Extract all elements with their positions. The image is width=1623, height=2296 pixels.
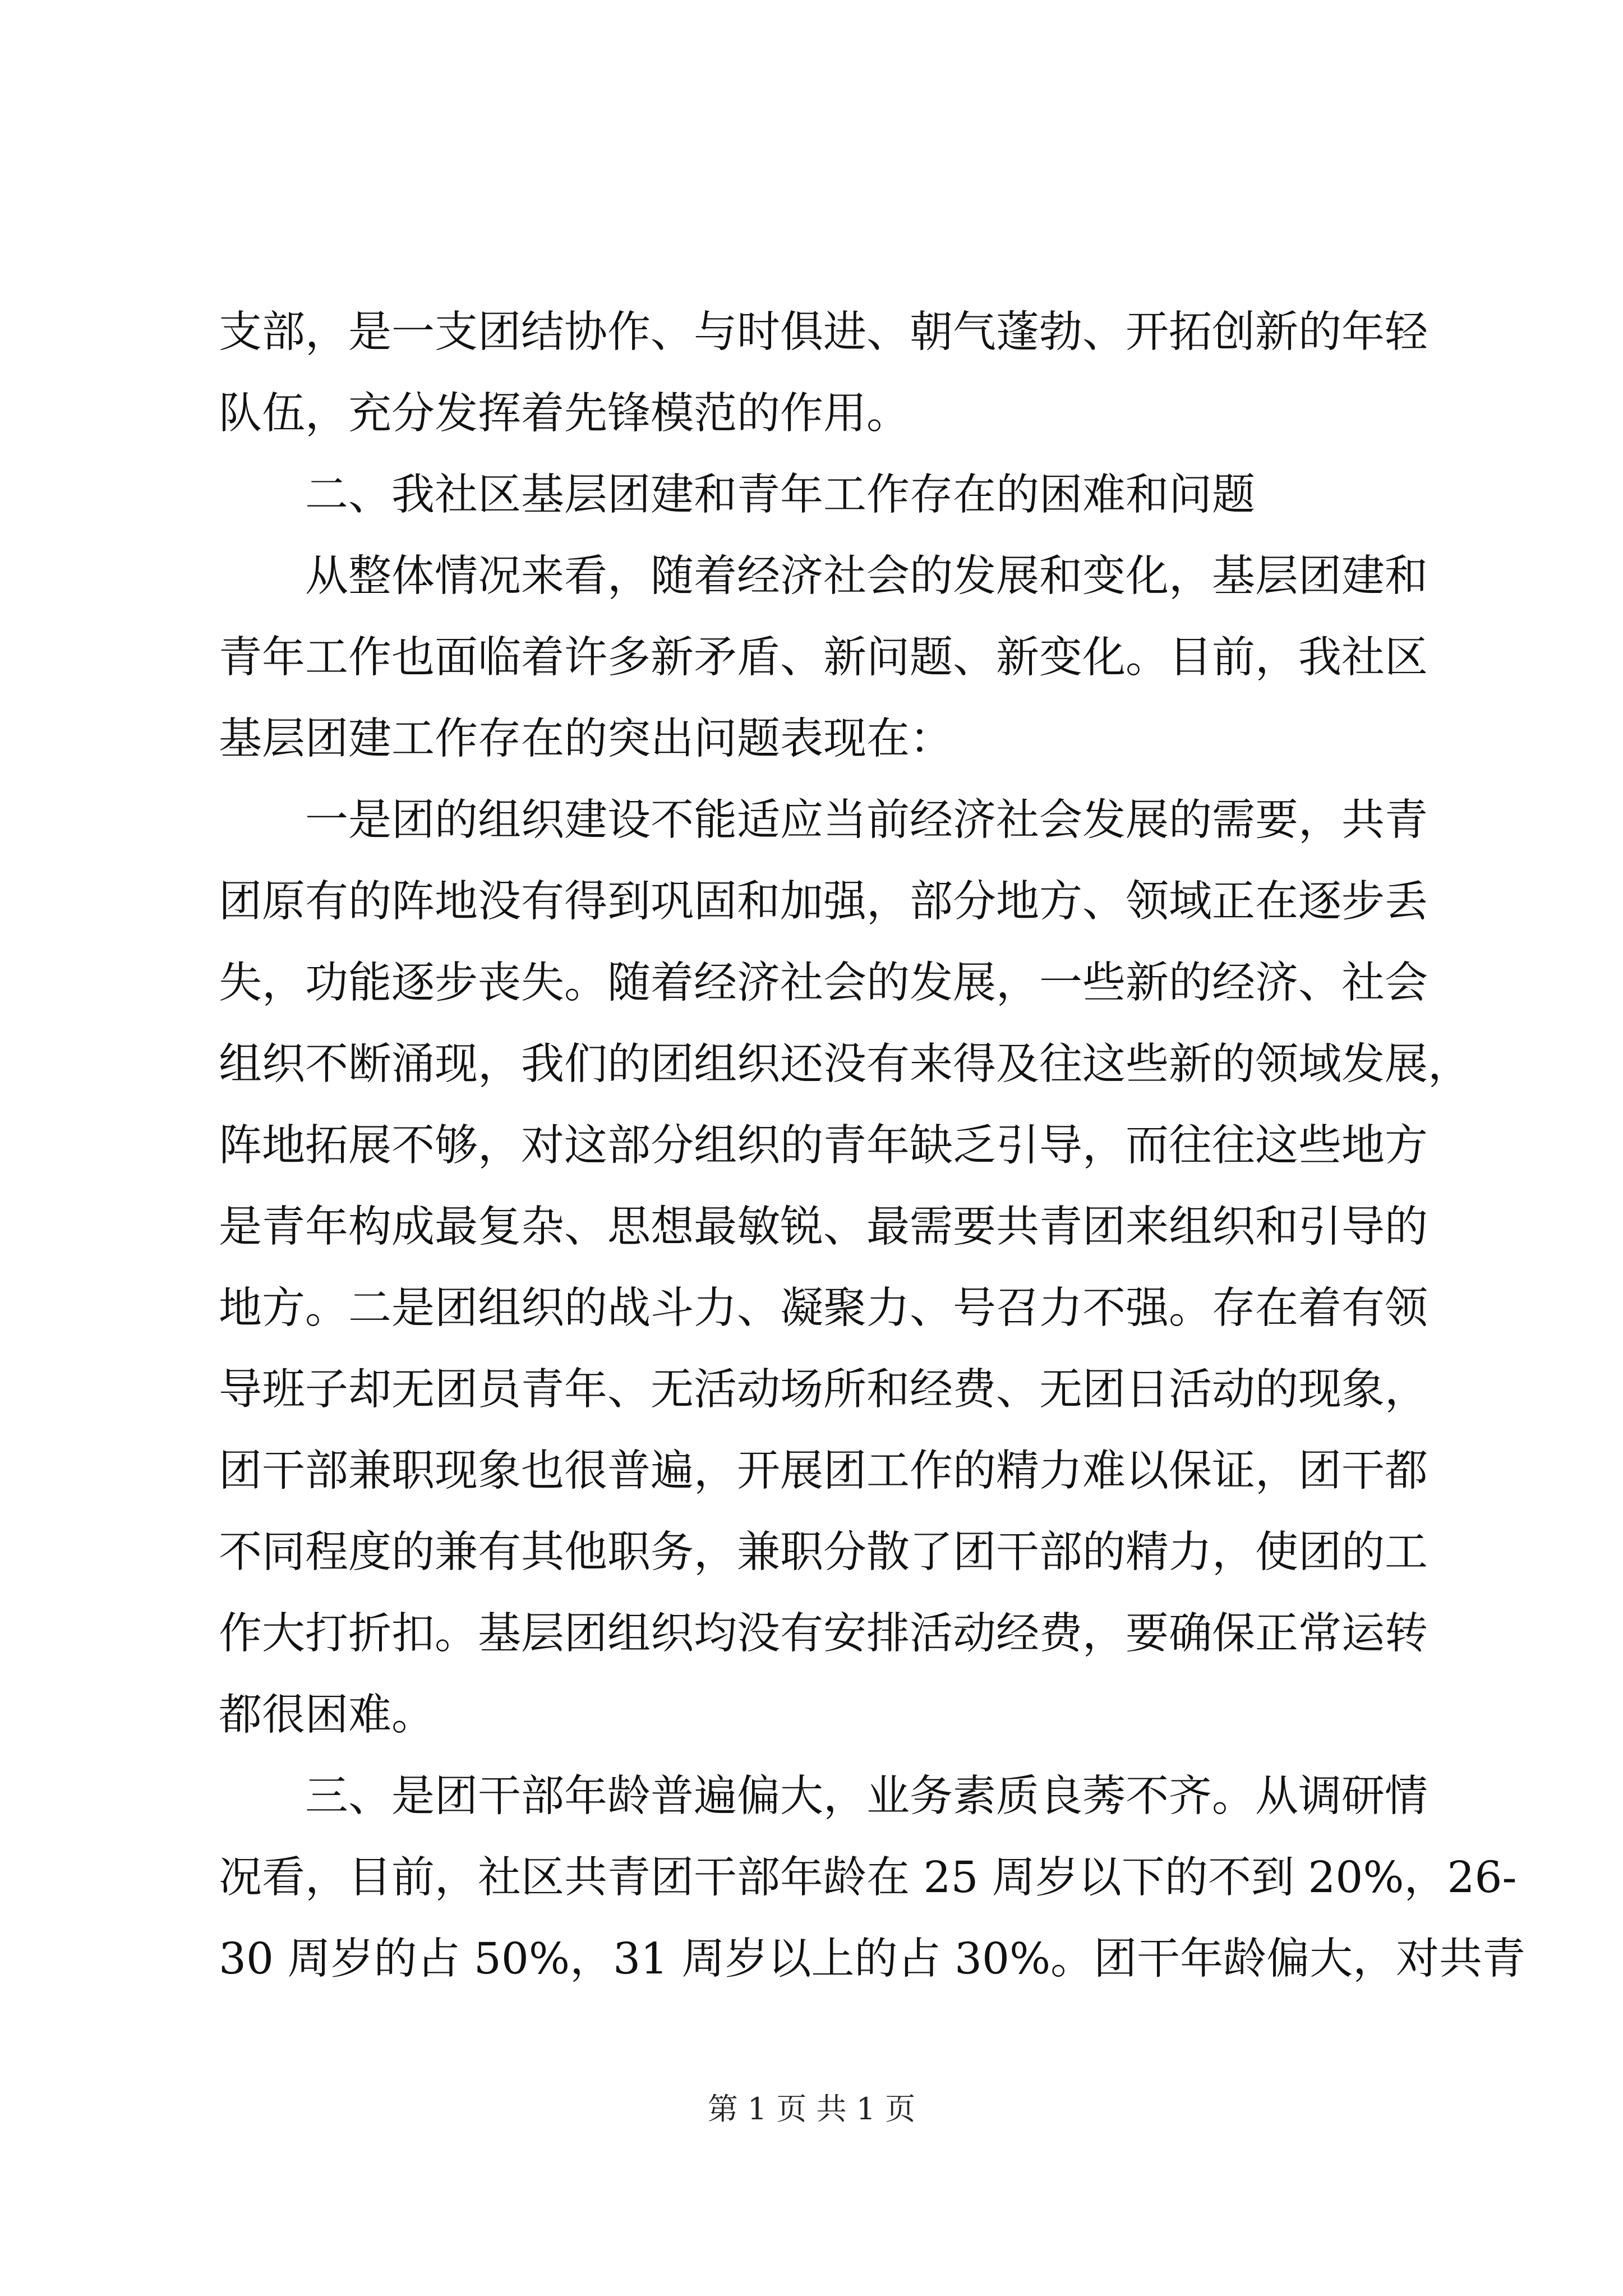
text-line: 是青年构成最复杂、思想最敏锐、最需要共青团来组织和引导的 <box>219 1202 1428 1252</box>
text-line: 队伍，充分发挥着先锋模范的作用。 <box>219 389 910 439</box>
text-line: 支部，是一支团结协作、与时俱进、朝气蓬勃、开拓创新的年轻 <box>219 307 1428 357</box>
text-line: 基层团建工作存在的突出问题表现在： <box>219 714 953 764</box>
text-line: 组织不断涌现，我们的团组织还没有来得及往这些新的领域发展， <box>219 1039 1471 1089</box>
text-line: 况看，目前，社区共青团干部年龄在 25 周岁以下的不到 20%，26- <box>219 1853 1517 1903</box>
text-line: 作大打折扣。基层团组织均没有安排活动经费，要确保正常运转 <box>219 1609 1428 1659</box>
text-line: 从整体情况来看，随着经济社会的发展和变化，基层团建和 <box>219 551 1428 601</box>
text-line: 阵地拓展不够，对这部分组织的青年缺乏引导，而往往这些地方 <box>219 1121 1428 1171</box>
text-line: 团干部兼职现象也很普遍，开展团工作的精力难以保证，团干都 <box>219 1446 1428 1496</box>
section-heading: 二、我社区基层团建和青年工作存在的困难和问题 <box>219 470 1255 520</box>
text-line: 青年工作也面临着许多新矛盾、新问题、新变化。目前，我社区 <box>219 633 1428 683</box>
document-body <box>219 292 1526 2000</box>
text-line: 地方。二是团组织的战斗力、凝聚力、号召力不强。存在着有领 <box>219 1283 1428 1333</box>
text-line: 一是团的组织建设不能适应当前经济社会发展的需要，共青 <box>219 795 1428 845</box>
text-line: 30 周岁的占 50%，31 周岁以上的占 30%。团干年龄偏大，对共青 <box>219 1934 1526 1984</box>
text-line: 失，功能逐步丧失。随着经济社会的发展，一些新的经济、社会 <box>219 958 1428 1008</box>
text-line: 三、是团干部年龄普遍偏大，业务素质良莠不齐。从调研情 <box>219 1772 1428 1821</box>
text-line: 都很困难。 <box>219 1690 435 1740</box>
text-line: 团原有的阵地没有得到巩固和加强，部分地方、领域正在逐步丢 <box>219 877 1428 927</box>
text-line: 导班子却无团员青年、无活动场所和经费、无团日活动的现象， <box>219 1365 1428 1415</box>
page-footer: 第 1 页 共 1 页 <box>707 2091 916 2127</box>
text-line: 不同程度的兼有其他职务，兼职分散了团干部的精力，使团的工 <box>219 1527 1428 1577</box>
